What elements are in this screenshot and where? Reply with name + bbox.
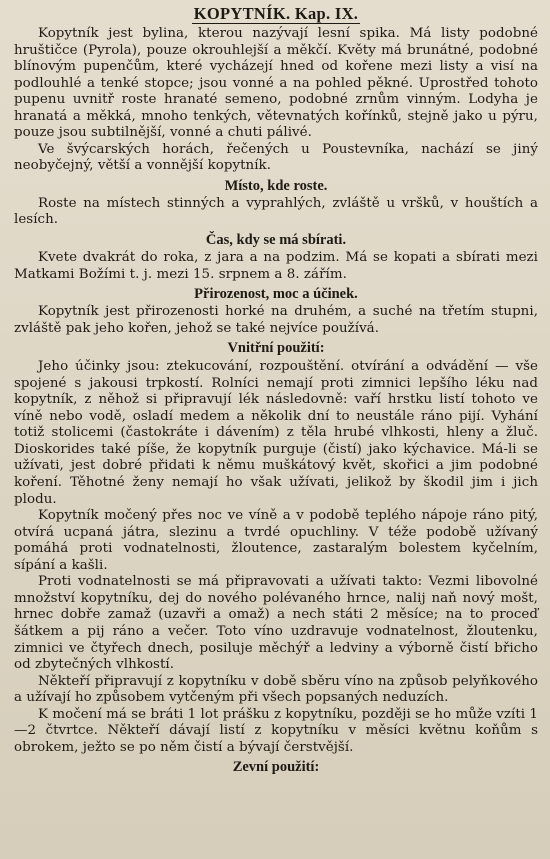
paragraph-internal-effects: Jeho účinky jsou: ztekucování, rozpouštění. otvírání a odvádění — vše spojené s jakousi trpkostí. Rolníci nemají proti zimnici lepšího léku nad kopytník, z něhož si připravují lék následovně: vaří hrstku listí tohoto ve víně nebo vodě, osladí medem a několik dní to neustále ráno pijí. Vyhání totiž stolicemi (častokráte i dávením) z těla hrubé vlhkosti, hleny a žluč. Dioskorides také píše, že kopytník purguje (čistí) jako kýchavice. Má-li se užívati, jest dobré přidati k němu muškátový květ, skořici a jim podobné koření. Těhotné ženy nemají ho však užívati, jelikož by škodil jim i jich plodu. <box>14 359 538 507</box>
paragraph-nature-effect: Kopytník jest přirozenosti horké na druhém, a suché na třetím stupni, zvláště pak jeho kořen, jehož se také nejvíce používá. <box>14 304 538 336</box>
paragraph-description: Kopytník jest bylina, kterou nazývají lesní spika. Má listy podobné hruštičce (Pyrola), pouze okrouhlejší a měkčí. Květy má brunátné, podobné blínovým pupenčům, které vycházejí hned od kořene mezi listy a visí na podlouhlé a tenké stopce; jsou vonné a na pohled pěkné. Uprostřed tohoto pupenu uvnitř roste hranaté semeno, podobné zrnům vinným. Lodyha je hranatá a měkká, mnoho tenkých, větevnatých kořínků, stejně jako u pýru, pouze jsou subtilnější, vonné a chuti pálivé. <box>14 26 538 141</box>
heading-collection-time: Čas, kdy se má sbírati. <box>205 232 347 249</box>
paragraph-dropsy-recipe: Proti vodnatelnosti se má připravovati a užívati takto: Vezmi libovolné množství kopytníku, dej do nového polévaného hrnce, nalij naň nový mošt, hrnec dobře zamaž (uzavři a omaž) a nech státi 2 měsíce; na to proceď šátkem a pij ráno a večer. Toto víno uzdravuje vodnatelnost, žloutenku, zimnici ve čtyřech dnech, posiluje měchýř a ledviny a výborně čistí břicho od zbytečných vlhkostí. <box>14 574 538 673</box>
paragraph-dosage: K močení má se bráti 1 lot prášku z kopytníku, později se ho může vzíti 1—2 čtvrtce. Někteří dávají listí z kopytníku v měsíci květnu koňům s obrokem, ježto se po něm čistí a bývají čerstvější. <box>14 706 538 755</box>
heading-nature-effect: Přirozenost, moc a účinek. <box>194 286 358 303</box>
heading-internal-use: Vnitřní použití: <box>227 340 325 357</box>
paragraph-soaked-drink: Kopytník močený přes noc ve víně a v podobě teplého nápoje ráno pitý, otvírá ucpaná játra, slezinu a tvrdé opuchliny. V téže podobě užívaný pomáhá proti vodnatelnosti, žloutence, zastaralým bolestem kyčelním, sípání a kašli. <box>14 508 538 573</box>
paragraph-wormwood-wine: Někteří připravují z kopytníku v době sběru víno na způsob pelyňkového a užívají ho způsobem vytčeným při všech popsaných neduzích. <box>14 673 538 706</box>
chapter-title: KOPYTNÍK. Kap. IX. <box>193 4 359 23</box>
paragraph-collection-time: Kvete dvakrát do roka, z jara a na podzim. Má se kopati a sbírati mezi Matkami Božími t. j. mezi 15. srpnem a 8. zářím. <box>14 250 538 282</box>
paragraph-swiss-variant: Ve švýcarských horách, řečených u Poustevníka, nachází se jiný neobyčejný, větší a vonnější kopytník. <box>14 141 538 174</box>
heading-habitat: Místo, kde roste. <box>224 177 328 194</box>
paragraph-habitat: Roste na místech stinných a vyprahlých, zvláště u vršků, v houštích a lesích. <box>14 195 538 228</box>
heading-external-use: Zevní použití: <box>232 759 320 776</box>
